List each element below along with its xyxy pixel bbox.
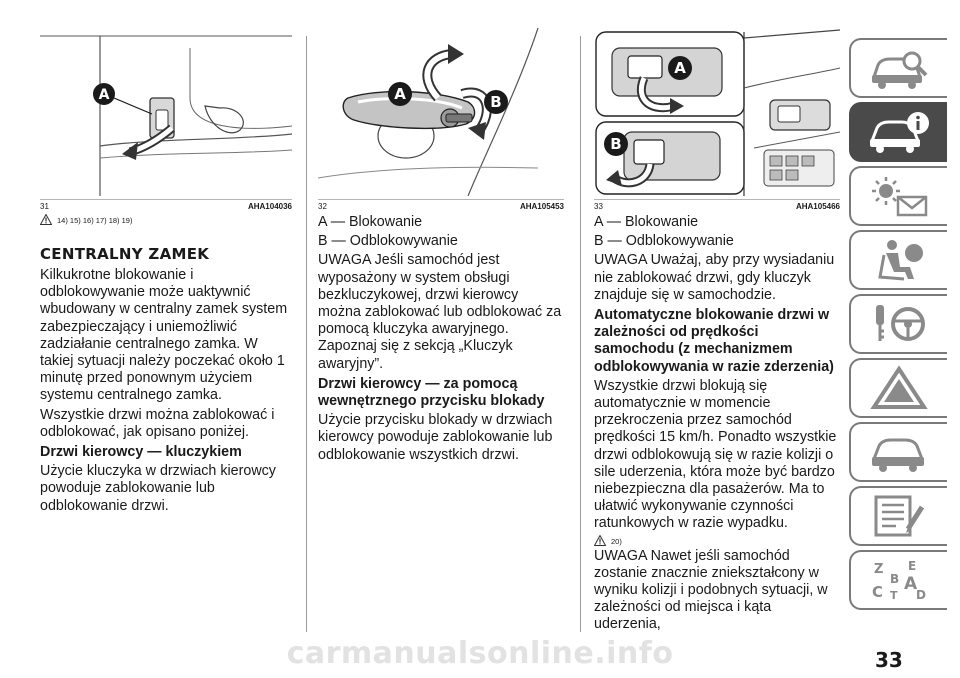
paragraph: Użycie kluczyka w drzwiach kierowcy powoduje zablokowanie lub odblokowanie drzwi. bbox=[40, 463, 276, 514]
figure-number: 32 bbox=[318, 202, 327, 211]
column-2 bbox=[318, 28, 564, 464]
tab-vehicle-overview[interactable] bbox=[849, 38, 947, 98]
legend-item: B — Odblokowywanie bbox=[318, 233, 458, 250]
chapter-tabs bbox=[849, 38, 949, 614]
column-1 bbox=[40, 28, 292, 515]
callout-a: A bbox=[394, 85, 406, 103]
door-handle-key-illustration bbox=[318, 28, 564, 196]
index-letter: D bbox=[916, 588, 926, 602]
index-letter: C bbox=[872, 583, 884, 601]
figure-caption bbox=[318, 199, 564, 212]
callout-a: A bbox=[98, 87, 110, 103]
column-3 bbox=[594, 28, 840, 634]
callout-a: A bbox=[674, 59, 686, 77]
tab-safety[interactable] bbox=[849, 230, 947, 290]
paragraph: UWAGA Nawet jeśli samochód zostanie znacznie zniekształcony w wyniku kolizji i podobnych sytuacji, w zależności od miejsca i kąta uderzenia, bbox=[594, 547, 828, 633]
warning-references bbox=[594, 535, 840, 546]
index-letter: T bbox=[890, 589, 898, 602]
paragraph: UWAGA Jeśli samochód jest wyposażony w system obsługi bezkluczykowej, drzwi kierowcy można zablokować lub odblokować za pomocą kluczyka awaryjnego. Zapoznaj się z sekcją „Kluczyk awaryjny”. bbox=[318, 252, 562, 372]
watermark: carmanualsonline.info bbox=[286, 636, 674, 671]
tab-starting-driving[interactable] bbox=[849, 294, 947, 354]
column-divider bbox=[306, 36, 307, 632]
figure-code: AHA104036 bbox=[247, 202, 292, 211]
warning-triangle-icon bbox=[40, 214, 52, 225]
tab-technical-data[interactable] bbox=[849, 486, 947, 546]
figure-number: 33 bbox=[594, 202, 603, 211]
figure-code: AHA105453 bbox=[519, 202, 564, 211]
figure-caption bbox=[40, 199, 292, 212]
index-letter: B bbox=[890, 572, 900, 586]
airbag-seat-icon bbox=[868, 237, 930, 283]
paragraph: Wszystkie drzwi blokują się automatycznie w momencie przekroczenia przez samochód prędkości 15 km/h. Ponadto wszystkie drzwi odblokowują się w razie kolizji o sile uderzenia, która może być bardzo niebezpieczna dla pasażerów. Ma to ułatwić wykonywanie czynności ratunkowych w razie wypadku. bbox=[594, 377, 837, 532]
interior-door-lock-illustration bbox=[594, 28, 840, 196]
figure-33-interior-lock-button bbox=[594, 28, 840, 196]
subheading: Drzwi kierowcy — za pomocą wewnętrznego przycisku blokady bbox=[318, 375, 545, 410]
subheading: Drzwi kierowcy — kluczykiem bbox=[40, 444, 242, 461]
car-info-icon bbox=[868, 109, 930, 155]
page-number: 33 bbox=[875, 648, 903, 672]
callout-b: B bbox=[610, 135, 622, 153]
column-divider bbox=[580, 36, 581, 632]
tab-emergency[interactable] bbox=[849, 358, 947, 418]
warning-triangle-icon bbox=[594, 535, 606, 546]
tab-warning-lights[interactable] bbox=[849, 166, 947, 226]
index-letter: A bbox=[904, 574, 918, 594]
section-title: CENTRALNY ZAMEK bbox=[40, 245, 210, 263]
reference-numbers: 20) bbox=[611, 536, 622, 546]
warning-references bbox=[40, 214, 292, 225]
tab-index[interactable] bbox=[849, 550, 947, 610]
paragraph: Użycie przycisku blokady w drzwiach kierowcy powoduje zablokowanie lub odblokowanie wszystkich drzwi. bbox=[318, 412, 553, 463]
specifications-list-icon bbox=[868, 493, 930, 539]
index-letter: E bbox=[908, 559, 917, 573]
paragraph: Wszystkie drzwi można zablokować i odblokować, jak opisano poniżej. bbox=[40, 406, 275, 440]
figure-code: AHA105466 bbox=[795, 202, 840, 211]
figure-caption bbox=[594, 199, 840, 212]
figure-number: 31 bbox=[40, 202, 49, 211]
reference-numbers: 14) 15) 16) 17) 18) 19) bbox=[57, 216, 133, 225]
figure-32-door-handle-key bbox=[318, 28, 564, 196]
door-lock-switch-illustration bbox=[40, 28, 292, 196]
car-search-icon bbox=[868, 45, 930, 91]
tab-maintenance[interactable] bbox=[849, 422, 947, 482]
index-letter: Z bbox=[874, 562, 884, 577]
warning-triangle-icon bbox=[868, 365, 930, 411]
legend-item: A — Blokowanie bbox=[318, 214, 423, 230]
paragraph: UWAGA Uważaj, aby przy wysiadaniu nie zablokować drzwi, gdy kluczyk znajduje się w samochodzie. bbox=[594, 252, 835, 303]
callout-b: B bbox=[490, 93, 502, 111]
warning-lights-message-icon bbox=[868, 173, 930, 219]
key-steering-wheel-icon bbox=[868, 301, 930, 347]
figure-31-lock-switch bbox=[40, 28, 292, 196]
car-service-icon bbox=[868, 429, 930, 475]
subheading: Automatyczne blokowanie drzwi w zależności od prędkości samochodu (z mechanizmem odblokowywania w razie zderzenia) bbox=[594, 307, 834, 375]
paragraph: Kilkukrotne blokowanie i odblokowywanie może uaktywnić wbudowany w centralny zamek system zabezpieczający i uniemożliwić zadziałanie centralnego zamka. W takiej sytuacji należy poczekać około 1 minutę przed ponownym użyciem systemu centralnego zamka. bbox=[40, 267, 288, 404]
tab-vehicle-info[interactable] bbox=[849, 102, 947, 162]
legend-item: A — Blokowanie bbox=[594, 214, 699, 230]
alphabetical-index-icon bbox=[868, 557, 930, 603]
legend-item: B — Odblokowywanie bbox=[594, 233, 734, 250]
